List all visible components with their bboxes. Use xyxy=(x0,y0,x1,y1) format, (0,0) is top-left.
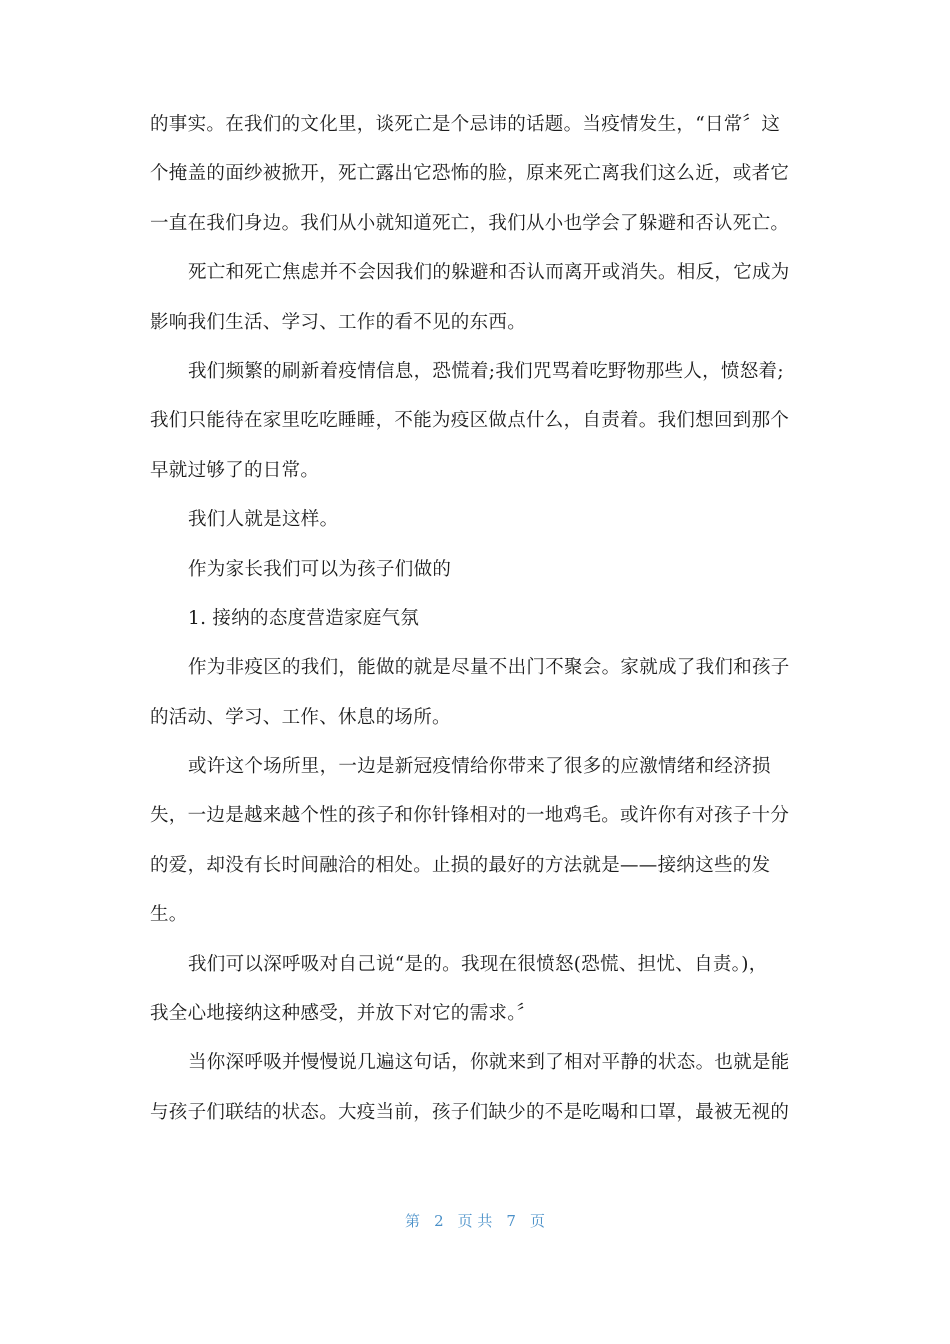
body-text xyxy=(150,100,802,1137)
text-line: 我们频繁的刷新着疫情信息，恐慌着;我们咒骂着吃野物那些人，愤怒着; xyxy=(188,360,784,382)
text-line: 我们人就是这样。 xyxy=(188,509,339,531)
text-line: 一直在我们身边。我们从小就知道死亡，我们从小也学会了躲避和否认死亡。 xyxy=(150,212,790,234)
total-pages-number: 7 xyxy=(506,1212,516,1230)
text-line: 死亡和死亡焦虑并不会因我们的躲避和否认而离开或消失。相反，它成为 xyxy=(188,262,790,284)
text-line: 我们可以深呼吸对自己说“是的。我现在很愤怒(恐慌、担忧、自责。)， xyxy=(188,953,768,975)
section-intro: 作为家长我们可以为孩子们做的 xyxy=(188,558,452,580)
page-footer xyxy=(0,1210,950,1231)
text-line: 个掩盖的面纱被掀开，死亡露出它恐怖的脸，原来死亡离我们这么近，或者它 xyxy=(150,163,790,185)
text-line: 的活动、学习、工作、休息的场所。 xyxy=(150,706,451,728)
footer-middle: 页 共 xyxy=(457,1212,493,1230)
text-line: 我们只能待在家里吃吃睡睡，不能为疫区做点什么，自责着。我们想回到那个 xyxy=(150,410,790,432)
text-line: 早就过够了的日常。 xyxy=(150,459,320,481)
footer-prefix: 第 xyxy=(405,1212,421,1230)
text-line: 当你深呼吸并慢慢说几遍这句话，你就来到了相对平静的状态。也就是能 xyxy=(188,1052,790,1074)
text-line: 或许这个场所里，一边是新冠疫情给你带来了很多的应激情绪和经济损 xyxy=(188,756,771,778)
text-line: 与孩子们联结的状态。大疫当前，孩子们缺少的不是吃喝和口罩，最被无视的 xyxy=(150,1101,790,1123)
footer-suffix: 页 xyxy=(529,1212,545,1230)
text-line: 影响我们生活、学习、工作的看不见的东西。 xyxy=(150,311,527,333)
text-line: 的爱，却没有长时间融洽的相处。止损的最好的方法就是——接纳这些的发 xyxy=(150,854,771,876)
text-line: 作为非疫区的我们，能做的就是尽量不出门不聚会。家就成了我们和孩子 xyxy=(188,657,790,679)
text-line: 我全心地接纳这种感受，并放下对它的需求。〞 xyxy=(150,1003,536,1025)
text-line: 生。 xyxy=(150,904,188,926)
text-line: 失，一边是越来越个性的孩子和你针锋相对的一地鸡毛。或许你有对孩子十分 xyxy=(150,805,790,827)
current-page-number: 2 xyxy=(434,1212,444,1230)
section-heading: 1. 接纳的态度营造家庭气氛 xyxy=(188,607,420,629)
text-line: 的事实。在我们的文化里，谈死亡是个忌讳的话题。当疫情发生，“日常〞这 xyxy=(150,114,781,135)
